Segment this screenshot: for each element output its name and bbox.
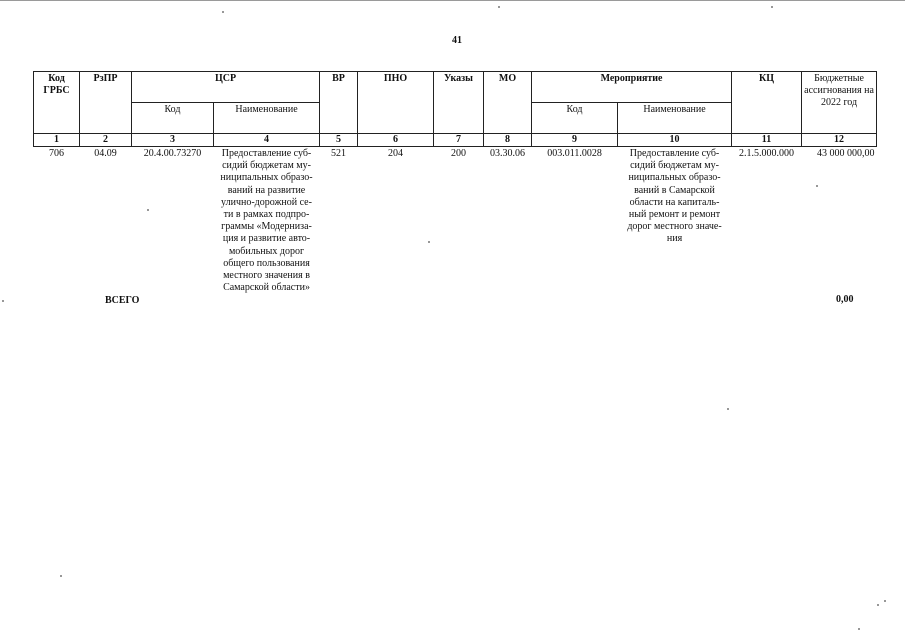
- cell-csr-naim: [214, 147, 320, 296]
- column-number-row: [34, 134, 877, 147]
- text-line: сидий бюджетам му-: [222, 160, 311, 172]
- header-csr-naim: Наименование: [214, 103, 320, 134]
- scan-speck: [2, 300, 4, 302]
- header-meropriyatie: Мероприятие: [532, 72, 732, 103]
- scan-speck: [147, 209, 149, 211]
- column-number: 5: [320, 134, 358, 147]
- text-line: области на капиталь-: [629, 196, 720, 208]
- column-number: 9: [532, 134, 618, 147]
- budget-table: [33, 71, 877, 295]
- scan-speck: [877, 604, 879, 606]
- cell-meropr-kod: 003.011.0028: [547, 148, 602, 159]
- table-header-row: [34, 72, 877, 103]
- text-line: Предоставление суб-: [221, 148, 312, 159]
- text-line: дорог местного значе-: [627, 221, 722, 233]
- header-csr: ЦСР: [132, 72, 320, 103]
- header-vr: ВР: [320, 72, 358, 134]
- text-line: Предоставление суб-: [629, 148, 720, 159]
- text-line: ниципальных образо-: [628, 172, 721, 184]
- scan-speck: [771, 6, 773, 8]
- column-number: 11: [732, 134, 802, 147]
- scan-speck: [222, 11, 224, 13]
- cell-rzpr: 04.09: [94, 148, 117, 159]
- header-kc: КЦ: [732, 72, 802, 134]
- text-line: ция и развитие авто-: [222, 233, 311, 245]
- table-row: [34, 147, 877, 296]
- text-line: ваний на развитие: [227, 184, 306, 196]
- cell-mo: 03.30.06: [490, 148, 526, 159]
- text-line: Самарской области»: [223, 282, 310, 294]
- scan-speck: [816, 185, 818, 187]
- scan-speck: [858, 628, 860, 630]
- scan-speck: [884, 600, 886, 602]
- scan-speck: [498, 6, 500, 8]
- scan-speck: [60, 575, 62, 577]
- header-pno: ПНО: [358, 72, 434, 134]
- column-number: 2: [80, 134, 132, 147]
- scan-speck: [428, 241, 430, 243]
- column-number: 10: [618, 134, 732, 147]
- text-line: ваний в Самарской: [634, 184, 715, 196]
- header-ukazy: Указы: [434, 72, 484, 134]
- column-number: 6: [358, 134, 434, 147]
- text-line: сидий бюджетам му-: [630, 160, 719, 172]
- cell-ukazy: 200: [451, 148, 467, 159]
- total-value: 0,00: [836, 294, 854, 305]
- header-budget: Бюджетные ассигнования на 2022 год: [802, 72, 877, 134]
- text-line: ниципальных образо-: [220, 172, 313, 184]
- cell-vr: 521: [331, 148, 347, 159]
- text-line: общего пользования: [223, 257, 310, 269]
- header-meropr-naim: Наименование: [618, 103, 732, 134]
- text-line: улично-дорожной се-: [221, 196, 312, 208]
- total-label: ВСЕГО: [105, 295, 140, 306]
- cell-pno: 204: [388, 148, 404, 159]
- text-line: мобильных дорог: [228, 245, 305, 257]
- column-number: 8: [484, 134, 532, 147]
- column-number: 4: [214, 134, 320, 147]
- text-line: ния: [666, 233, 683, 245]
- cell-csr-kod: 20.4.00.73270: [143, 148, 202, 159]
- header-kod-grbs: Код ГРБС: [34, 72, 80, 134]
- scan-speck: [727, 408, 729, 410]
- top-border-line: [0, 0, 905, 1]
- column-number: 3: [132, 134, 214, 147]
- cell-kc: 2.1.5.000.000: [739, 148, 795, 159]
- column-number: 12: [802, 134, 877, 147]
- cell-budget: 43 000 000,00: [817, 148, 875, 159]
- text-line: граммы «Модерниза-: [221, 221, 312, 233]
- text-line: ный ремонт и ремонт: [628, 209, 721, 221]
- header-rzpr: РзПР: [80, 72, 132, 134]
- column-number: 7: [434, 134, 484, 147]
- header-csr-kod: Код: [132, 103, 214, 134]
- cell-kod-grbs: 706: [49, 148, 64, 159]
- column-number: 1: [34, 134, 80, 147]
- page-number: 41: [452, 35, 462, 46]
- header-mo: МО: [484, 72, 532, 134]
- header-meropr-kod: Код: [532, 103, 618, 134]
- cell-meropr-naim: [618, 147, 732, 296]
- text-line: местного значения в: [223, 270, 310, 282]
- text-line: ти в рамках подпро-: [223, 209, 310, 221]
